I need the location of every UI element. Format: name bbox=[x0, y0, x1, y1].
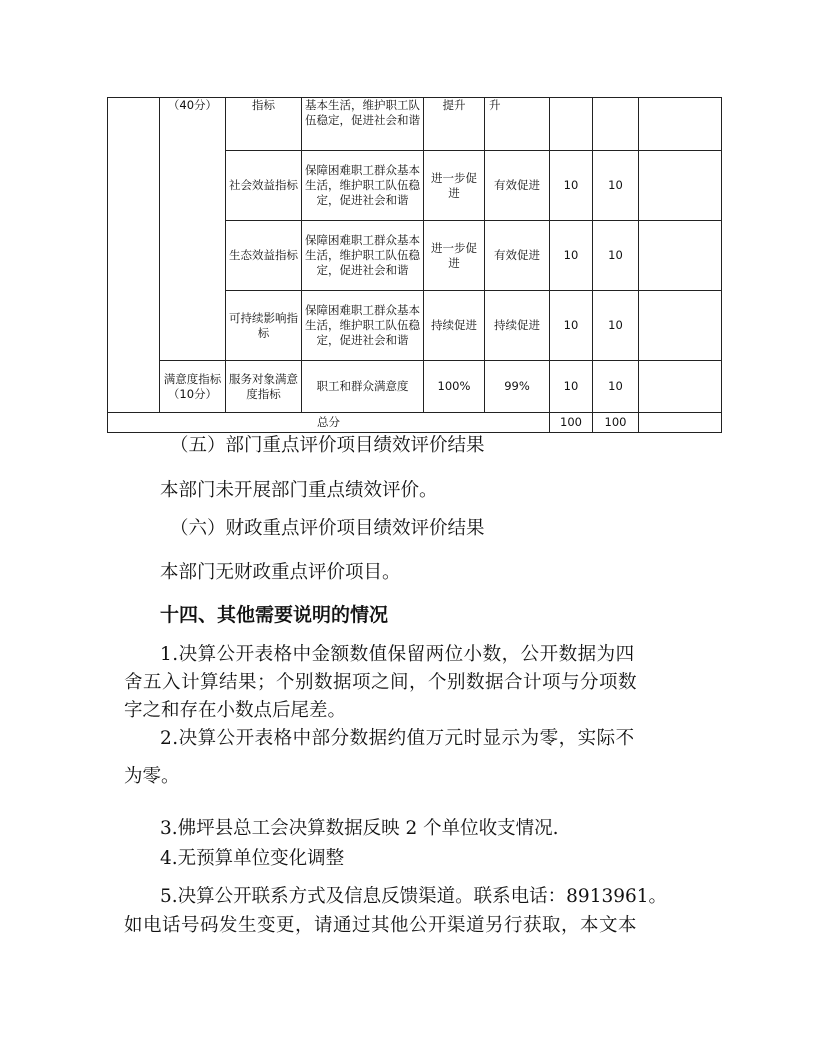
table-cell: 有效促进 bbox=[485, 151, 550, 221]
table-row bbox=[108, 361, 722, 413]
performance-table bbox=[107, 97, 722, 433]
table-cell: 满意度指标（10分） bbox=[160, 361, 226, 413]
table-cell: 基本生活，维护职工队伍稳定，促进社会和谐 bbox=[302, 98, 424, 151]
note-5-line-1: 5.决算公开联系方式及信息反馈渠道。联系电话：8913961。 bbox=[160, 886, 668, 907]
note-1-line-1: 1.决算公开表格中金额数值保留两位小数，公开数据为四 bbox=[160, 644, 635, 665]
total-label: 总分 bbox=[108, 413, 550, 433]
note-2-line-1: 2.决算公开表格中部分数据约值万元时显示为零，实际不 bbox=[160, 728, 635, 749]
table-cell: 提升 bbox=[424, 98, 485, 151]
note-3: 3.佛坪县总工会决算数据反映 2 个单位收支情况. bbox=[160, 818, 559, 839]
table-cell: 升 bbox=[485, 98, 550, 151]
table-cell: 10 bbox=[550, 291, 593, 361]
table-cell: 持续促进 bbox=[424, 291, 485, 361]
table-cell bbox=[108, 98, 160, 413]
table-cell bbox=[639, 361, 722, 413]
section-6-title: （六）财政重点评价项目绩效评价结果 bbox=[170, 518, 485, 539]
section-5-body: 本部门未开展部门重点绩效评价。 bbox=[160, 480, 438, 501]
note-2-line-2: 为零。 bbox=[124, 766, 180, 787]
table-cell: 有效促进 bbox=[485, 221, 550, 291]
table-cell: 保障困难职工群众基本生活，维护职工队伍稳定，促进社会和谐 bbox=[302, 151, 424, 221]
table-cell: 10 bbox=[593, 151, 639, 221]
section-5-title: （五）部门重点评价项目绩效评价结果 bbox=[170, 435, 485, 456]
total-row bbox=[108, 413, 722, 433]
table-cell: 10 bbox=[593, 291, 639, 361]
table-cell bbox=[639, 221, 722, 291]
table-cell bbox=[639, 413, 722, 433]
table-cell bbox=[550, 98, 593, 151]
total-weight: 100 bbox=[550, 413, 593, 433]
table-cell: 10 bbox=[593, 361, 639, 413]
table-cell: 保障困难职工群众基本生活，维护职工队伍稳定，促进社会和谐 bbox=[302, 221, 424, 291]
table-cell: 10 bbox=[550, 221, 593, 291]
table-cell: 100% bbox=[424, 361, 485, 413]
table-cell: 进一步促进 bbox=[424, 221, 485, 291]
table-cell: 可持续影响指标 bbox=[226, 291, 302, 361]
table-cell: 99% bbox=[485, 361, 550, 413]
table-cell: 服务对象满意度指标 bbox=[226, 361, 302, 413]
table-cell bbox=[639, 291, 722, 361]
heading-14: 十四、其他需要说明的情况 bbox=[160, 604, 389, 626]
table-cell: 进一步促进 bbox=[424, 151, 485, 221]
table-row bbox=[108, 98, 722, 151]
table-cell: 保障困难职工群众基本生活，维护职工队伍稳定，促进社会和谐 bbox=[302, 291, 424, 361]
table-cell bbox=[639, 151, 722, 221]
note-4: 4.无预算单位变化调整 bbox=[160, 848, 345, 869]
total-score: 100 bbox=[593, 413, 639, 433]
table-cell: 10 bbox=[550, 361, 593, 413]
table-cell: （40分） bbox=[160, 98, 226, 361]
note-1-line-3: 字之和存在小数点后尾差。 bbox=[124, 700, 347, 721]
table-cell: 生态效益指标 bbox=[226, 221, 302, 291]
table-cell: 10 bbox=[593, 221, 639, 291]
table-cell bbox=[593, 98, 639, 151]
note-1-line-2: 舍五入计算结果；个别数据项之间，个别数据合计项与分项数 bbox=[124, 672, 638, 693]
table-cell: 职工和群众满意度 bbox=[302, 361, 424, 413]
table-cell bbox=[639, 98, 722, 151]
table-cell: 持续促进 bbox=[485, 291, 550, 361]
table-cell: 指标 bbox=[226, 98, 302, 151]
table-cell: 社会效益指标 bbox=[226, 151, 302, 221]
table-cell: 10 bbox=[550, 151, 593, 221]
note-5-line-2: 如电话号码发生变更，请通过其他公开渠道另行获取，本文本 bbox=[124, 915, 638, 936]
section-6-body: 本部门无财政重点评价项目。 bbox=[160, 562, 401, 583]
